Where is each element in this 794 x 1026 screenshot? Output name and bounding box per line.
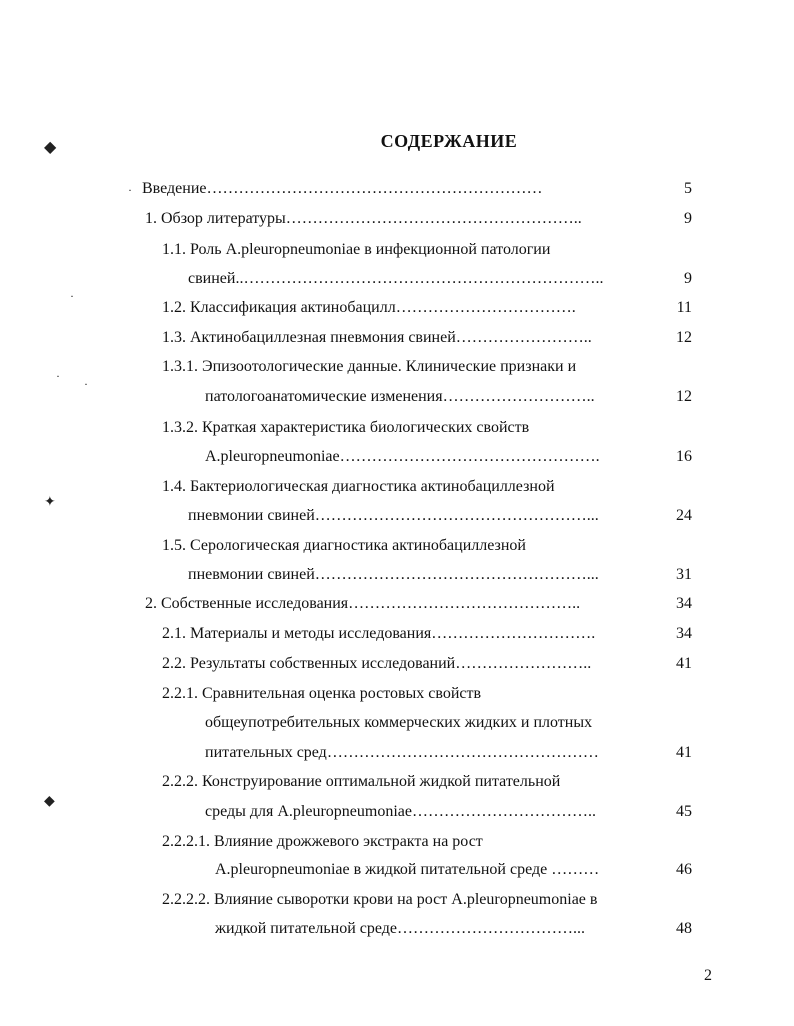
toc-entry-text: 2. Собственные исследования…………………………………….. [145, 595, 581, 612]
page-number: 2 [704, 967, 712, 984]
toc-entry-text: A.pleuropneumoniae в жидкой питательной среде ……… [215, 861, 600, 878]
toc-entry-text: 2.2. Результаты собственных исследований…………………….. [162, 655, 592, 672]
toc-entry-text: пневмонии свиней……………………………………………... [188, 507, 599, 524]
toc-entry-text: свиней..………………………………………………………….. [188, 270, 604, 287]
toc-entry-page: 16 [676, 448, 692, 465]
scan-mark: ✦ [44, 495, 56, 510]
toc-entry-page: 9 [684, 270, 692, 287]
toc-entry-page: 46 [676, 861, 692, 878]
scan-mark: ◆ [44, 139, 57, 156]
toc-entry-text: пневмонии свиней……………………………………………... [188, 566, 599, 583]
toc-entry-text: жидкой питательной среде……………………………... [215, 920, 586, 937]
toc-entry-text: 1. Обзор литературы……………………………………………….. [145, 210, 582, 227]
toc-entry-text: 1.3. Актинобациллезная пневмония свиней…………………….. [162, 329, 592, 346]
toc-entry-text: 1.3.2. Краткая характеристика биологических свойств [162, 419, 530, 436]
toc-entry-text: 2.2.1. Сравнительная оценка ростовых свойств [162, 685, 482, 702]
toc-entry-text: 2.2.2.2. Влияние сыворотки крови на рост A.pleuropneumoniae в [162, 891, 598, 908]
toc-entry-page: 12 [676, 329, 692, 346]
toc-entry-page: 5 [684, 180, 692, 197]
scan-mark: · [56, 369, 60, 383]
scan-mark: · [84, 377, 88, 391]
toc-entry-text: 1.5. Серологическая диагностика актинобациллезной [162, 537, 526, 554]
toc-entry-page: 11 [676, 299, 692, 316]
toc-entry-text: питательных сред…………………………………………… [205, 744, 599, 761]
toc-entry-text: среды для A.pleuropneumoniae…………………………….. [205, 803, 596, 820]
toc-entry-page: 9 [684, 210, 692, 227]
toc-entry-text: 1.4. Бактериологическая диагностика актинобациллезной [162, 478, 555, 495]
toc-entry-page: 48 [676, 920, 692, 937]
toc-entry-page: 31 [676, 566, 692, 583]
toc-entry-text: 2.2.2. Конструирование оптимальной жидкой питательной [162, 773, 561, 790]
scan-mark: ◆ [44, 794, 55, 809]
scan-mark: · [70, 289, 74, 303]
toc-entry-text: 2.2.2.1. Влияние дрожжевого экстракта на рост [162, 833, 483, 850]
toc-entry-text: 1.1. Роль A.pleuropneumoniae в инфекционной патологии [162, 241, 551, 258]
toc-entry-page: 34 [676, 595, 692, 612]
scan-mark: · [128, 183, 132, 197]
toc-entry-page: 24 [676, 507, 692, 524]
toc-entry-text: 2.1. Материалы и методы исследования…………………………. [162, 625, 596, 642]
toc-entry-text: патологоанатомические изменения……………………….. [205, 388, 595, 405]
toc-entry-page: 12 [676, 388, 692, 405]
toc-entry-page: 41 [676, 655, 692, 672]
toc-entry-text: 1.3.1. Эпизоотологические данные. Клинические признаки и [162, 358, 577, 375]
toc-entry-text: A.pleuropneumoniae…………………………………………. [205, 448, 600, 465]
toc-entry-text: общеупотребительных коммерческих жидких и плотных [205, 714, 593, 731]
toc-entry-page: 41 [676, 744, 692, 761]
toc-entry-page: 45 [676, 803, 692, 820]
page-title: СОДЕРЖАНИЕ [380, 131, 518, 151]
toc-entry-text: Введение……………………………………………………… [142, 180, 543, 197]
toc-entry-page: 34 [676, 625, 692, 642]
toc-entry-text: 1.2. Классификация актинобацилл……………………………. [162, 299, 576, 316]
